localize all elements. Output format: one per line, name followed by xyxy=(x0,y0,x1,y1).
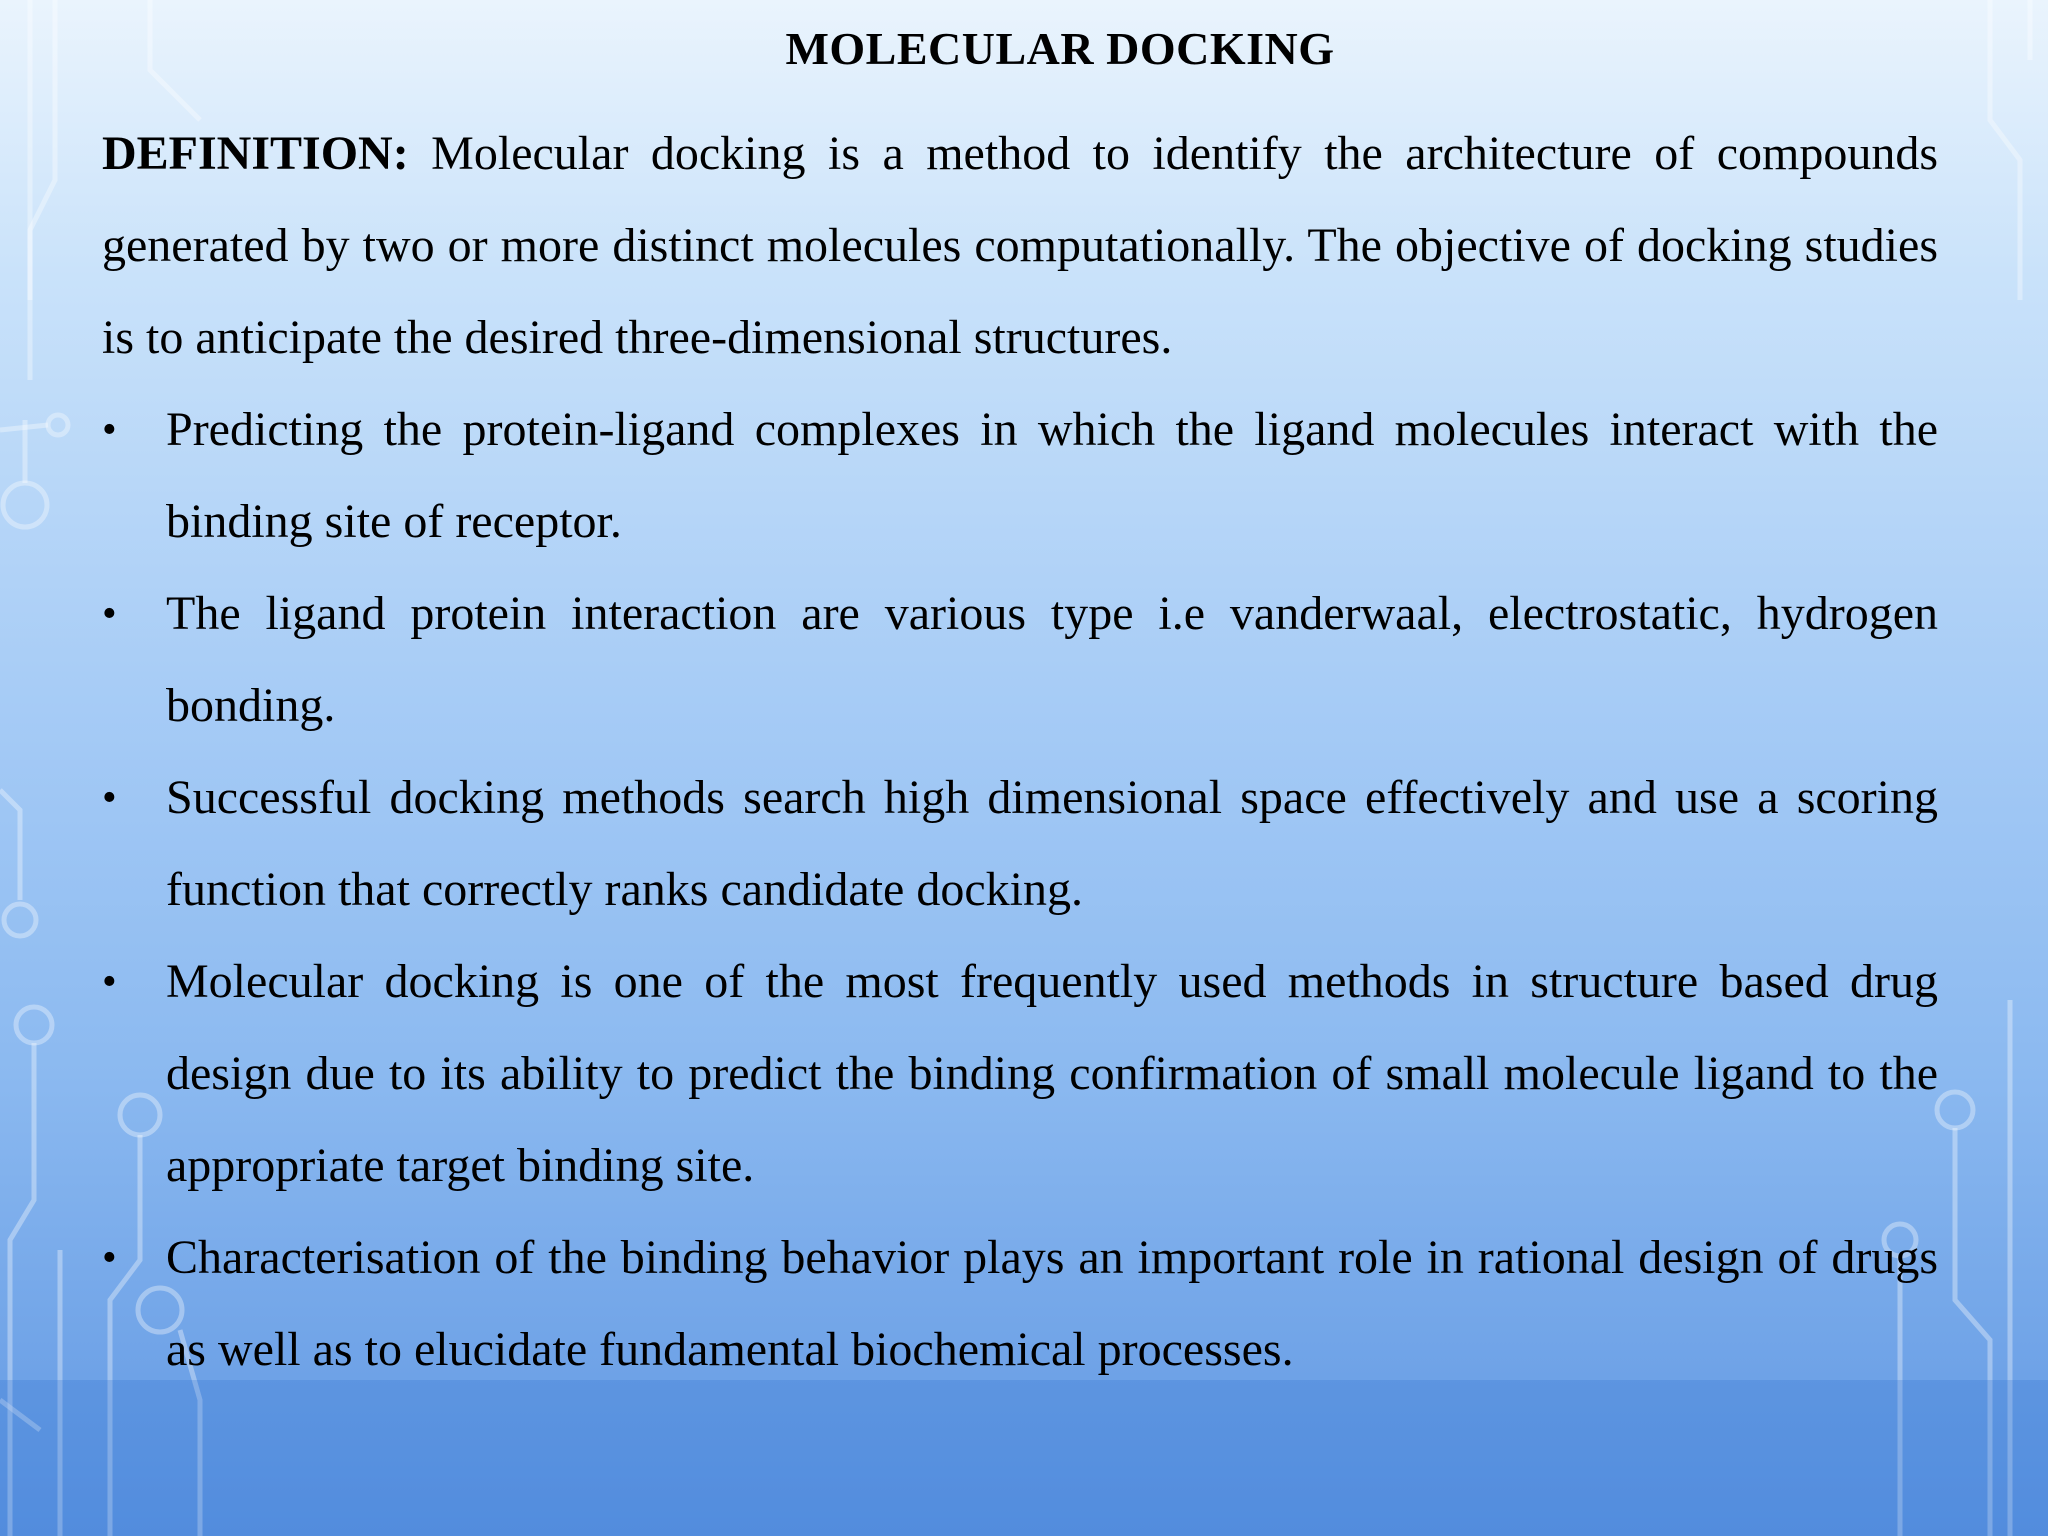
slide-title: MOLECULAR DOCKING xyxy=(785,23,1335,74)
slide-content xyxy=(102,108,1938,1396)
bullet-marker: • xyxy=(102,775,117,821)
bullet-item xyxy=(102,936,1938,1212)
bullet-marker: • xyxy=(102,959,117,1005)
bullet-text: Characterisation of the binding behavior plays an important role in rational design of drugs as well as to elucidate fundamental biochemical processes. xyxy=(166,1231,1938,1376)
definition-paragraph xyxy=(102,108,1938,384)
bullet-text: Predicting the protein-ligand complexes in which the ligand molecules interact with the binding site of receptor. xyxy=(166,403,1938,548)
bullet-item xyxy=(102,1212,1938,1396)
bullet-item xyxy=(102,752,1938,936)
bullet-text: Successful docking methods search high dimensional space effectively and use a scoring function that correctly ranks candidate docking. xyxy=(166,771,1938,916)
bullet-item xyxy=(102,568,1938,752)
definition-label: DEFINITION: xyxy=(102,127,409,180)
bullet-marker: • xyxy=(102,1235,117,1281)
bullet-marker: • xyxy=(102,591,117,637)
bullet-marker: • xyxy=(102,407,117,453)
bullet-list xyxy=(102,384,1938,1396)
bullet-item xyxy=(102,384,1938,568)
bullet-text: The ligand protein interaction are various type i.e vanderwaal, electrostatic, hydrogen bonding. xyxy=(166,587,1938,732)
bullet-text: Molecular docking is one of the most frequently used methods in structure based drug design due to its ability to predict the binding confirmation of small molecule ligand to the appropriate target binding site. xyxy=(166,955,1938,1192)
definition-text: Molecular docking is a method to identify the architecture of compounds generated by two or more distinct molecules computationally. The objective of docking studies is to anticipate the desired three-dimensional structures. xyxy=(102,127,1939,364)
